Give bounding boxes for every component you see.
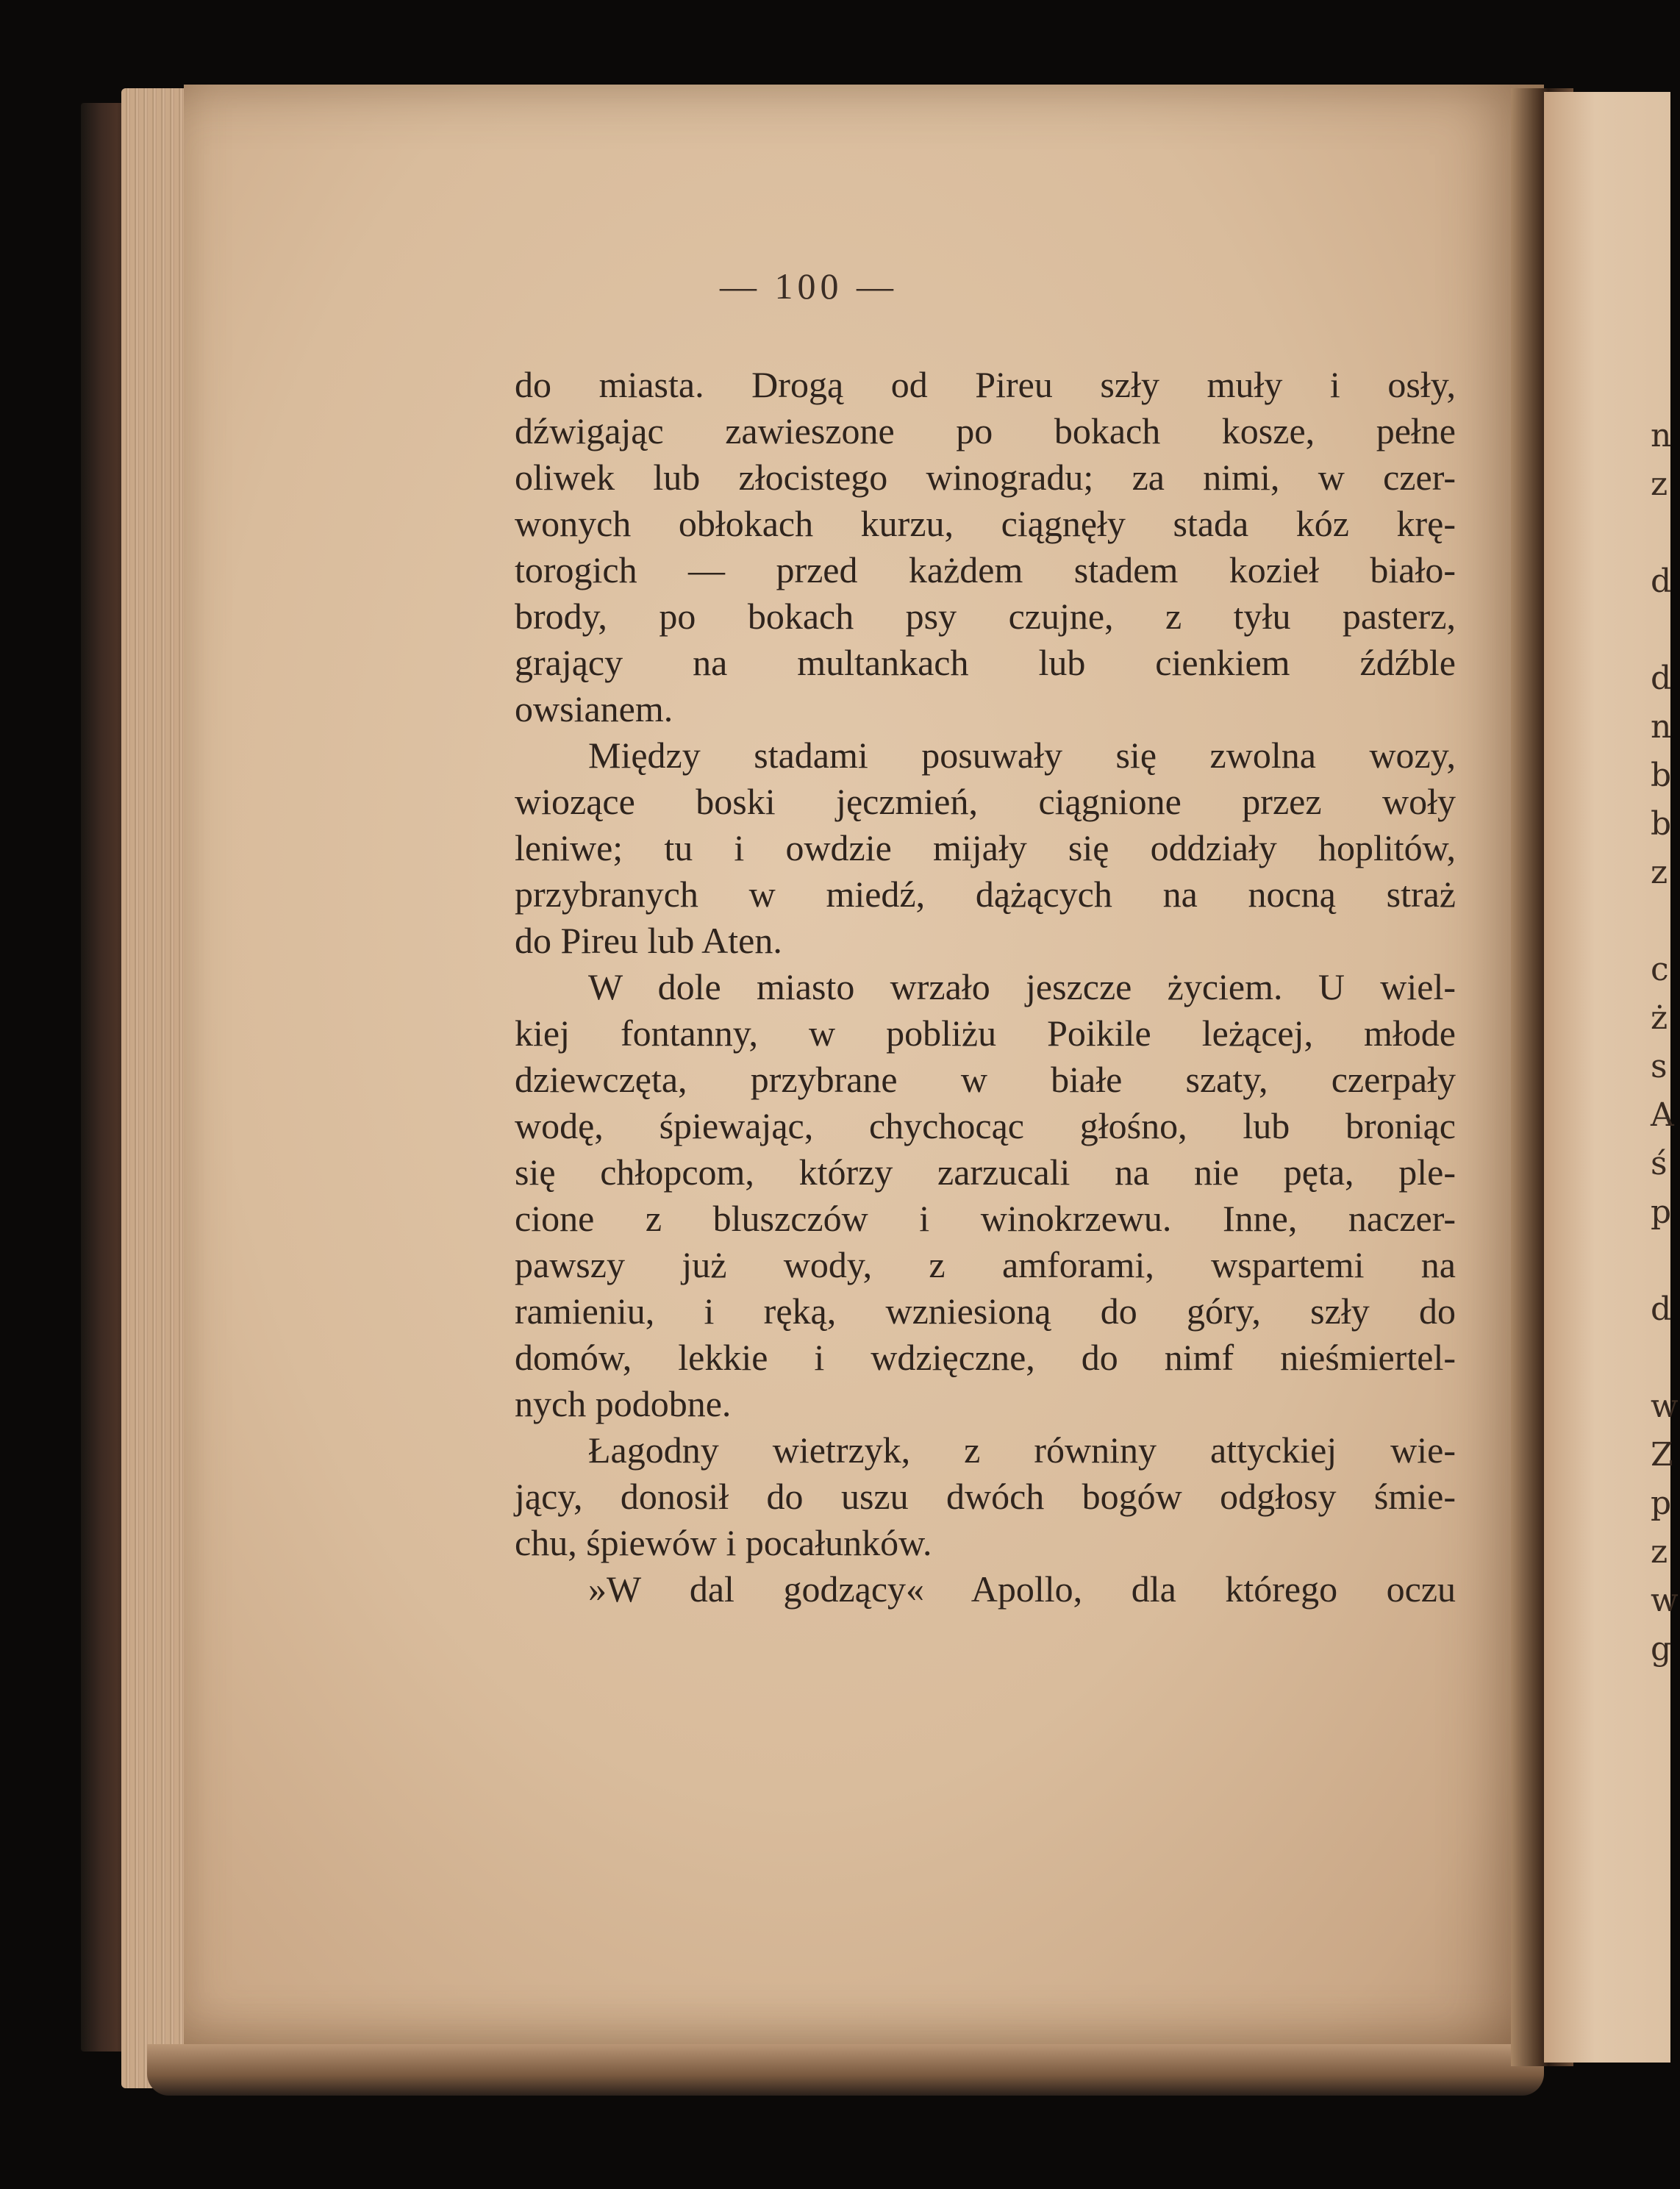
facing-letter: z: [1651, 465, 1668, 503]
facing-letter: d: [1651, 660, 1672, 697]
text-line: wodę, śpiewając, chychocąc głośno, lub broniąc: [515, 1105, 1456, 1146]
facing-letter: p: [1651, 1193, 1672, 1231]
facing-letter: d: [1651, 1290, 1672, 1328]
facing-letter: p: [1651, 1485, 1672, 1522]
text-line: się chłopcom, którzy zarzucali na nie pęta, ple-: [515, 1151, 1456, 1193]
text-line: chu, śpiewów i pocałunków.: [515, 1522, 932, 1563]
text-line: domów, lekkie i wdzięczne, do nimf nieśmiertel-: [515, 1337, 1456, 1378]
text-line: ramieniu, i ręką, wzniesioną do góry, szły do: [515, 1290, 1456, 1332]
facing-letter: z: [1651, 1533, 1668, 1571]
page-number-header: — 100 —: [720, 265, 898, 307]
text-line: owsianem.: [515, 688, 673, 729]
text-line: »W dal godzący« Apollo, dla którego oczu: [588, 1568, 1456, 1610]
facing-letter: [1651, 1237, 1680, 1285]
facing-letter: w: [1651, 1388, 1679, 1425]
text-line: wiozące boski jęczmień, ciągnione przez woły: [515, 781, 1456, 822]
text-line: do miasta. Drogą od Pireu szły muły i osły,: [515, 364, 1456, 405]
facing-letter: [1651, 1334, 1680, 1382]
facing-letter: c: [1651, 951, 1669, 988]
text-line: kiej fontanny, w pobliżu Poikile leżącej, młode: [515, 1013, 1456, 1054]
text-line: torogich — przed każdem stadem kozieł biało-: [515, 549, 1456, 590]
text-line: dziewczęta, przybrane w białe szaty, czerpały: [515, 1059, 1456, 1100]
text-line: nych podobne.: [515, 1383, 732, 1424]
facing-letter: s: [1651, 1048, 1668, 1085]
text-line: grający na multankach lub cienkiem źdźble: [515, 642, 1456, 683]
text-line: cione z bluszczów i winokrzewu. Inne, naczer-: [515, 1198, 1456, 1239]
text-line: brody, po bokach psy czujne, z tyłu pasterz,: [515, 596, 1456, 637]
page-bottom-edge: [147, 2044, 1544, 2096]
text-line: dźwigając zawieszone po bokach kosze, pełne: [515, 410, 1456, 451]
facing-letter: [1651, 606, 1680, 654]
text-line: Łagodny wietrzyk, z równiny attyckiej wie-: [588, 1429, 1456, 1471]
text-line: do Pireu lub Aten.: [515, 920, 782, 961]
facing-letter: ś: [1651, 1145, 1668, 1182]
text-line: pawszy już wody, z amforami, wspartemi na: [515, 1244, 1456, 1285]
text-line: Między stadami posuwały się zwolna wozy,: [588, 735, 1456, 776]
text-line: przybranych w miedź, dążących na nocną straż: [515, 874, 1456, 915]
facing-letter: Z: [1651, 1436, 1673, 1474]
facing-letter: ż: [1651, 999, 1668, 1037]
text-line: wonych obłokach kurzu, ciągnęły stada kóz krę-: [515, 503, 1456, 544]
facing-letter: [1651, 509, 1680, 557]
facing-letter: b: [1651, 757, 1672, 794]
facing-letter: [1651, 897, 1680, 946]
facing-letter: b: [1651, 805, 1672, 843]
text-line: oliwek lub złocistego winogradu; za nimi, w czer-: [515, 457, 1456, 498]
facing-letter: z: [1651, 854, 1668, 891]
facing-page-letters: [1651, 412, 1680, 1674]
facing-letter: d: [1651, 563, 1672, 600]
facing-letter: n: [1651, 708, 1672, 746]
facing-letter: A: [1651, 1096, 1674, 1134]
facing-letter: n: [1651, 417, 1672, 454]
text-line: W dole miasto wrzało jeszcze życiem. U wiel-: [588, 966, 1456, 1007]
facing-letter: g: [1651, 1630, 1672, 1668]
text-line: leniwe; tu i owdzie mijały się oddziały hoplitów,: [515, 827, 1456, 868]
facing-letter: w: [1651, 1582, 1679, 1619]
page-body-text: [515, 362, 1456, 1613]
text-line: jący, donosił do uszu dwóch bogów odgłosy śmie-: [515, 1476, 1456, 1517]
